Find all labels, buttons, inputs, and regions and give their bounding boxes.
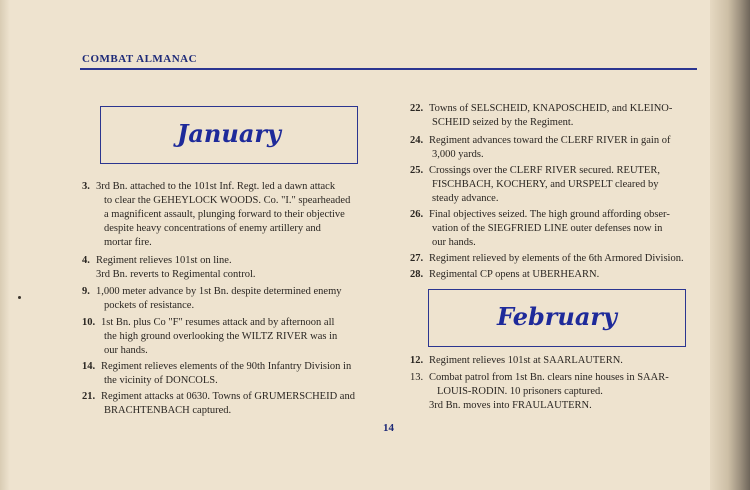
entry-line: Regimental CP opens at UBERHEARN.	[429, 269, 600, 280]
entry-line: our hands.	[432, 237, 476, 248]
page-mark	[18, 296, 21, 299]
entry-line: Combat patrol from 1st Bn. clears nine houses in SAAR-	[429, 372, 669, 383]
entry-line: LOUIS-RODIN. 10 prisoners captured.	[437, 386, 603, 397]
february-title: February	[496, 302, 617, 331]
entry-line: 3rd Bn. attached to the 101st Inf. Regt. led a dawn attack	[96, 181, 336, 192]
entry-line: a magnificent assault, plunging forward to their objective	[104, 209, 345, 220]
entry-line: mortar fire.	[104, 237, 152, 248]
january-title: January	[177, 119, 281, 148]
entry-line: 1,000 meter advance by 1st Bn. despite determined enemy	[96, 286, 342, 297]
entry-line: Regiment relieves 101st at SAARLAUTERN.	[429, 355, 623, 366]
entry-line: to clear the GEHEYLOCK WOODS. Co. "I." spearheaded	[104, 195, 351, 206]
book-spine	[710, 0, 750, 490]
entry-day: 4.	[82, 255, 90, 266]
entry-line: Regiment advances toward the CLERF RIVER in gain of	[429, 135, 671, 146]
entry-line: despite heavy concentrations of enemy artillery and	[104, 223, 321, 234]
entry-line: BRACHTENBACH captured.	[104, 405, 232, 416]
entry-line: steady advance.	[432, 193, 499, 204]
entry-line: Regiment relieves elements of the 90th Infantry Division in	[101, 361, 352, 372]
entry-line: 3rd Bn. moves into FRAULAUTERN.	[429, 400, 592, 411]
entry-line: 3,000 yards.	[432, 149, 484, 160]
page-left-edge	[0, 0, 10, 490]
february-entries	[410, 354, 698, 418]
entry-line: SCHEID seized by the Regiment.	[432, 117, 574, 128]
header-rule	[80, 68, 697, 70]
entry-line: the high ground overlooking the WILTZ RIVER was in	[104, 331, 338, 342]
entry-day: 13.	[410, 372, 424, 383]
january-heading-box	[100, 106, 358, 164]
entry-line: Final objectives seized. The high ground affording obser-	[429, 209, 670, 220]
right-column	[410, 102, 698, 282]
entry-line: FISCHBACH, KOCHERY, and URSPELT cleared by	[432, 179, 659, 190]
entry-line: Regiment relieved by elements of the 6th Armored Division.	[429, 253, 684, 264]
entry-day: 22.	[410, 103, 424, 114]
entry-line: Regiment relieves 101st on line.	[96, 255, 232, 266]
entry-line: our hands.	[104, 345, 148, 356]
entry-line: the vicinity of DONCOLS.	[104, 375, 218, 386]
entry-line: pockets of resistance.	[104, 300, 195, 311]
february-heading-box	[428, 289, 686, 347]
entry-day: 21.	[82, 391, 96, 402]
entry-day: 26.	[410, 209, 424, 220]
entry-day: 12.	[410, 355, 424, 366]
entry-line: Crossings over the CLERF RIVER secured. REUTER,	[429, 165, 660, 176]
entry-line: Regiment attacks at 0630. Towns of GRUMERSCHEID and	[101, 391, 355, 402]
entry-line: 3rd Bn. reverts to Regimental control.	[96, 269, 256, 280]
page-number: 14	[383, 422, 394, 434]
entry-day: 14.	[82, 361, 96, 372]
entry-day: 25.	[410, 165, 424, 176]
entry-day: 27.	[410, 253, 424, 264]
running-header: COMBAT ALMANAC	[82, 53, 198, 65]
entry-line: Towns of SELSCHEID, KNAPOSCHEID, and KLEINO-	[429, 103, 673, 114]
entry-day: 3.	[82, 181, 90, 192]
entry-day: 10.	[82, 317, 96, 328]
entry-line: 1st Bn. plus Co "F" resumes attack and by afternoon all	[101, 317, 335, 328]
entry-line: vation of the SIEGFRIED LINE outer defenses now in	[432, 223, 663, 234]
left-column	[82, 180, 370, 420]
entry-day: 28.	[410, 269, 424, 280]
entry-day: 24.	[410, 135, 424, 146]
entry-day: 9.	[82, 286, 90, 297]
